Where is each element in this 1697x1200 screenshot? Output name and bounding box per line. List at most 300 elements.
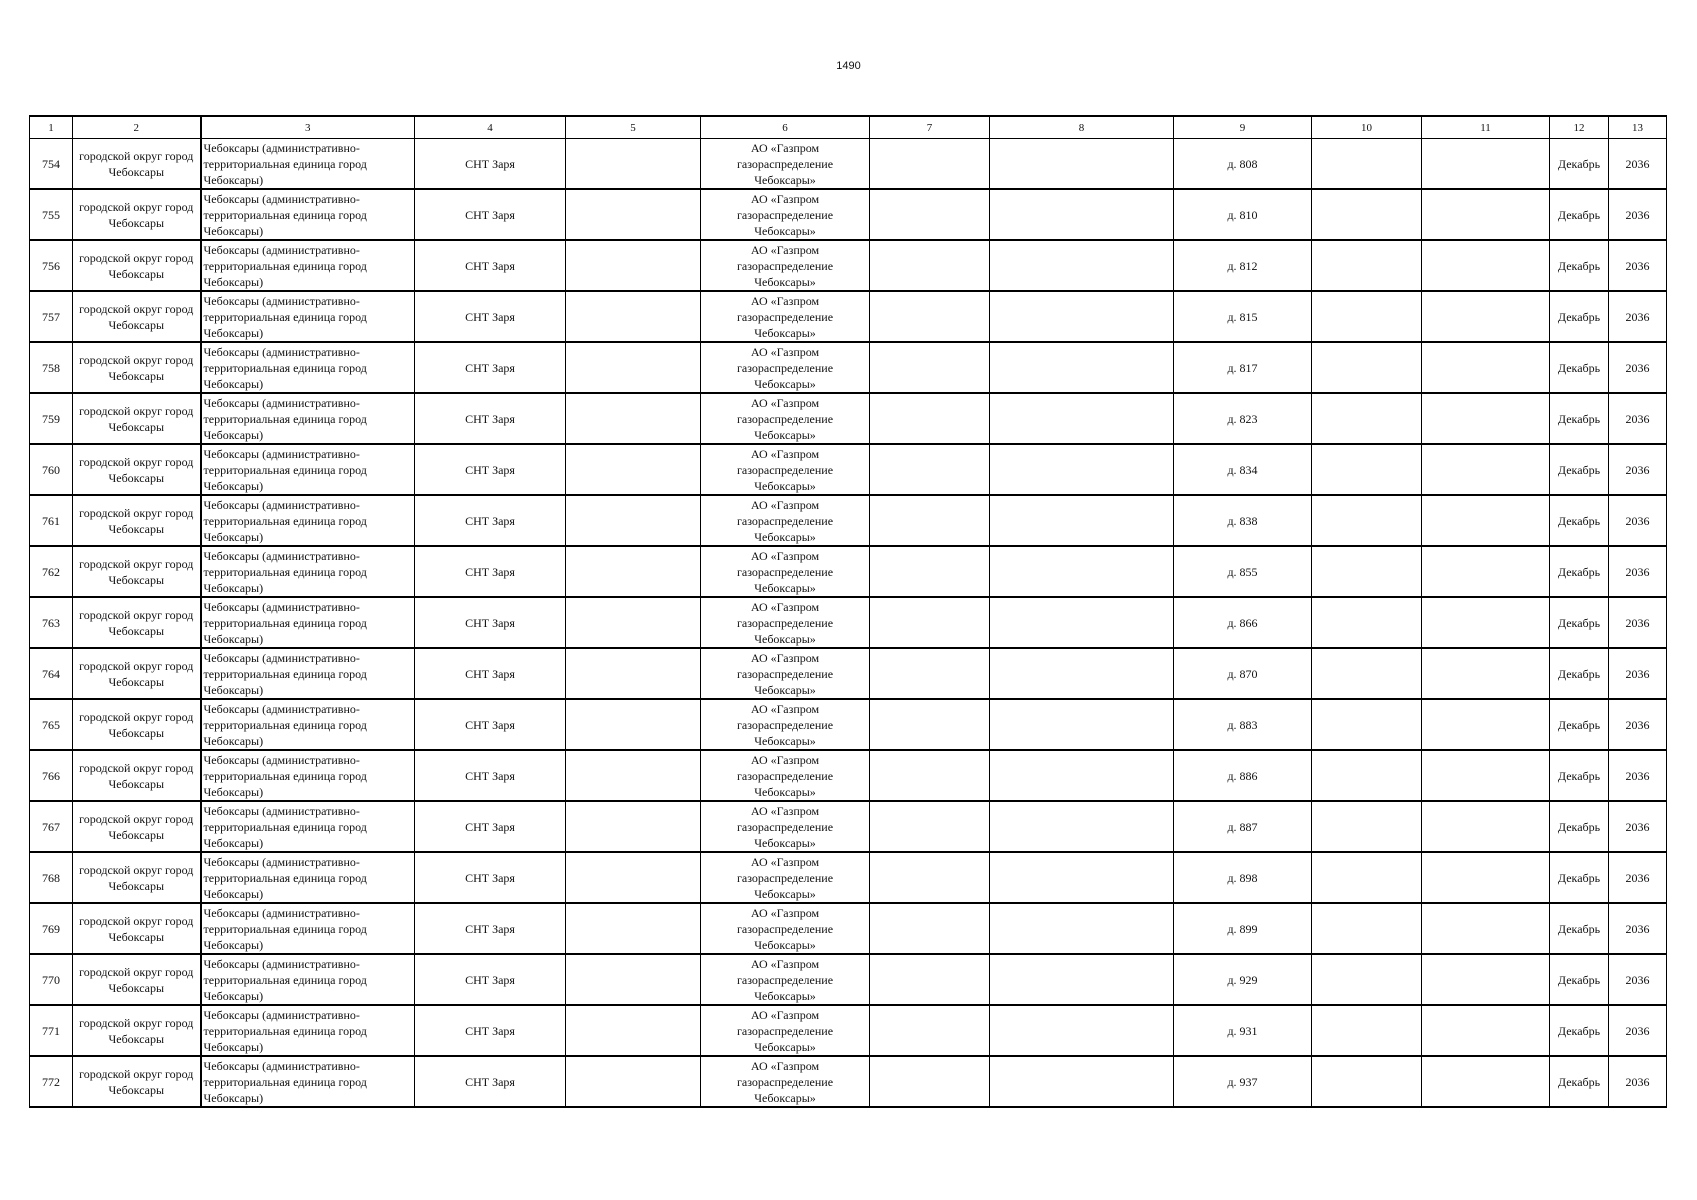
empty-cell <box>1312 139 1422 190</box>
company-cell <box>701 495 870 546</box>
cell-line: газораспределение <box>736 768 834 783</box>
cell-line: Чебоксары» <box>754 223 816 238</box>
cell-line: Чебоксары <box>108 725 165 740</box>
cell-line: Чебоксары (административно- <box>203 701 360 716</box>
row-number: 754 <box>30 139 73 190</box>
empty-cell <box>990 546 1174 597</box>
company-cell <box>701 750 870 801</box>
empty-cell <box>990 903 1174 954</box>
empty-cell <box>1312 1056 1422 1107</box>
admin-unit-cell <box>201 240 415 291</box>
cell-line: Чебоксары) <box>203 376 264 391</box>
row-number: 772 <box>30 1056 73 1107</box>
month-cell: Декабрь <box>1550 444 1609 495</box>
cell-line: Чебоксары <box>108 929 165 944</box>
district-cell <box>73 495 201 546</box>
cell-line: территориальная единица город <box>203 258 367 273</box>
empty-cell <box>1312 750 1422 801</box>
table-row <box>30 495 1667 546</box>
empty-cell <box>566 240 701 291</box>
empty-cell <box>870 393 990 444</box>
table-row <box>30 750 1667 801</box>
cell-line: Чебоксары <box>108 1082 165 1097</box>
company-cell <box>701 954 870 1005</box>
cell-line: территориальная единица город <box>203 156 367 171</box>
settlement-cell: СНТ Заря <box>415 648 566 699</box>
cell-line: Чебоксары (административно- <box>203 497 360 512</box>
row-number: 759 <box>30 393 73 444</box>
empty-cell <box>870 699 990 750</box>
table-row <box>30 648 1667 699</box>
month-cell: Декабрь <box>1550 1005 1609 1056</box>
empty-cell <box>870 1005 990 1056</box>
year-cell: 2036 <box>1609 342 1667 393</box>
cell-line: территориальная единица город <box>203 411 367 426</box>
cell-line: Чебоксары» <box>754 529 816 544</box>
cell-line: городской округ город <box>79 709 194 724</box>
cell-line: городской округ город <box>79 1066 194 1081</box>
cell-line: Чебоксары <box>108 164 165 179</box>
empty-cell <box>1312 189 1422 240</box>
company-cell <box>701 903 870 954</box>
cell-line: Чебоксары (административно- <box>203 956 360 971</box>
cell-line: Чебоксары» <box>754 631 816 646</box>
cell-line: Чебоксары (административно- <box>203 242 360 257</box>
cell-line: территориальная единица город <box>203 513 367 528</box>
empty-cell <box>990 393 1174 444</box>
empty-cell <box>870 648 990 699</box>
table-row <box>30 444 1667 495</box>
admin-unit-cell <box>201 903 415 954</box>
cell-line: АО «Газпром <box>750 803 820 818</box>
year-cell: 2036 <box>1609 139 1667 190</box>
admin-unit-cell <box>201 291 415 342</box>
cell-line: АО «Газпром <box>750 854 820 869</box>
empty-cell <box>870 750 990 801</box>
cell-line: Чебоксары) <box>203 325 264 340</box>
cell-line: Чебоксары <box>108 419 165 434</box>
house-cell: д. 812 <box>1174 240 1312 291</box>
empty-cell <box>870 342 990 393</box>
cell-line: АО «Газпром <box>750 446 820 461</box>
cell-line: Чебоксары <box>108 674 165 689</box>
cell-line: городской округ город <box>79 199 194 214</box>
settlement-cell: СНТ Заря <box>415 1005 566 1056</box>
admin-unit-cell <box>201 699 415 750</box>
settlement-cell: СНТ Заря <box>415 291 566 342</box>
month-cell: Декабрь <box>1550 954 1609 1005</box>
empty-cell <box>1422 342 1550 393</box>
house-cell: д. 815 <box>1174 291 1312 342</box>
empty-cell <box>990 291 1174 342</box>
cell-line: городской округ город <box>79 607 194 622</box>
table-row <box>30 240 1667 291</box>
year-cell: 2036 <box>1609 750 1667 801</box>
company-cell <box>701 801 870 852</box>
cell-line: газораспределение <box>736 411 834 426</box>
column-header: 5 <box>566 116 701 139</box>
empty-cell <box>990 852 1174 903</box>
company-cell <box>701 139 870 190</box>
cell-line: АО «Газпром <box>750 956 820 971</box>
cell-line: Чебоксары» <box>754 682 816 697</box>
cell-line: Чебоксары (административно- <box>203 395 360 410</box>
settlement-cell: СНТ Заря <box>415 444 566 495</box>
admin-unit-cell <box>201 750 415 801</box>
month-cell: Декабрь <box>1550 495 1609 546</box>
empty-cell <box>870 954 990 1005</box>
cell-line: Чебоксары) <box>203 988 264 1003</box>
empty-cell <box>566 597 701 648</box>
house-cell: д. 855 <box>1174 546 1312 597</box>
empty-cell <box>990 648 1174 699</box>
empty-cell <box>566 699 701 750</box>
cell-line: Чебоксары) <box>203 172 264 187</box>
empty-cell <box>870 852 990 903</box>
empty-cell <box>1422 393 1550 444</box>
year-cell: 2036 <box>1609 801 1667 852</box>
settlement-cell: СНТ Заря <box>415 342 566 393</box>
house-cell: д. 834 <box>1174 444 1312 495</box>
row-number: 757 <box>30 291 73 342</box>
district-cell <box>73 1056 201 1107</box>
cell-line: Чебоксары» <box>754 376 816 391</box>
house-cell: д. 931 <box>1174 1005 1312 1056</box>
table-row <box>30 291 1667 342</box>
house-cell: д. 817 <box>1174 342 1312 393</box>
cell-line: газораспределение <box>736 666 834 681</box>
cell-line: Чебоксары) <box>203 733 264 748</box>
row-number: 755 <box>30 189 73 240</box>
empty-cell <box>1422 1005 1550 1056</box>
cell-line: территориальная единица город <box>203 972 367 987</box>
house-cell: д. 808 <box>1174 139 1312 190</box>
cell-line: Чебоксары) <box>203 937 264 952</box>
cell-line: АО «Газпром <box>750 395 820 410</box>
empty-cell <box>990 1005 1174 1056</box>
cell-line: Чебоксары (административно- <box>203 293 360 308</box>
cell-line: АО «Газпром <box>750 242 820 257</box>
district-cell <box>73 648 201 699</box>
company-cell <box>701 597 870 648</box>
cell-line: городской округ город <box>79 760 194 775</box>
empty-cell <box>990 342 1174 393</box>
district-cell <box>73 852 201 903</box>
empty-cell <box>1312 495 1422 546</box>
admin-unit-cell <box>201 852 415 903</box>
cell-line: Чебоксары) <box>203 682 264 697</box>
cell-line: Чебоксары (административно- <box>203 905 360 920</box>
cell-line: Чебоксары) <box>203 886 264 901</box>
empty-cell <box>1422 546 1550 597</box>
cell-line: территориальная единица город <box>203 768 367 783</box>
cell-line: Чебоксары» <box>754 274 816 289</box>
row-number: 756 <box>30 240 73 291</box>
cell-line: АО «Газпром <box>750 548 820 563</box>
cell-line: городской округ город <box>79 556 194 571</box>
row-number: 761 <box>30 495 73 546</box>
empty-cell <box>870 291 990 342</box>
settlement-cell: СНТ Заря <box>415 699 566 750</box>
empty-cell <box>990 240 1174 291</box>
admin-unit-cell <box>201 393 415 444</box>
cell-line: Чебоксары» <box>754 886 816 901</box>
settlement-cell: СНТ Заря <box>415 597 566 648</box>
cell-line: Чебоксары) <box>203 274 264 289</box>
year-cell: 2036 <box>1609 852 1667 903</box>
cell-line: Чебоксары <box>108 1031 165 1046</box>
month-cell: Декабрь <box>1550 139 1609 190</box>
row-number: 763 <box>30 597 73 648</box>
row-number: 765 <box>30 699 73 750</box>
cell-line: городской округ город <box>79 301 194 316</box>
cell-line: газораспределение <box>736 462 834 477</box>
column-header: 13 <box>1609 116 1667 139</box>
cell-line: АО «Газпром <box>750 293 820 308</box>
empty-cell <box>566 852 701 903</box>
page-number: 1490 <box>836 60 861 72</box>
cell-line: Чебоксары (административно- <box>203 191 360 206</box>
cell-line: Чебоксары) <box>203 1090 264 1105</box>
year-cell: 2036 <box>1609 954 1667 1005</box>
cell-line: городской округ город <box>79 658 194 673</box>
cell-line: Чебоксары) <box>203 478 264 493</box>
cell-line: Чебоксары) <box>203 427 264 442</box>
table-row <box>30 903 1667 954</box>
table-row <box>30 1005 1667 1056</box>
cell-line: Чебоксары (административно- <box>203 140 360 155</box>
cell-line: Чебоксары» <box>754 1039 816 1054</box>
settlement-cell: СНТ Заря <box>415 139 566 190</box>
column-header: 6 <box>701 116 870 139</box>
empty-cell <box>1422 139 1550 190</box>
house-cell: д. 870 <box>1174 648 1312 699</box>
district-cell <box>73 801 201 852</box>
cell-line: Чебоксары» <box>754 784 816 799</box>
cell-line: Чебоксары» <box>754 172 816 187</box>
settlement-cell: СНТ Заря <box>415 189 566 240</box>
empty-cell <box>1422 189 1550 240</box>
cell-line: Чебоксары <box>108 266 165 281</box>
row-number: 770 <box>30 954 73 1005</box>
cell-line: городской округ город <box>79 454 194 469</box>
month-cell: Декабрь <box>1550 750 1609 801</box>
house-cell: д. 899 <box>1174 903 1312 954</box>
cell-line: территориальная единица город <box>203 309 367 324</box>
cell-line: газораспределение <box>736 972 834 987</box>
district-cell <box>73 903 201 954</box>
admin-unit-cell <box>201 546 415 597</box>
admin-unit-cell <box>201 444 415 495</box>
cell-line: газораспределение <box>736 156 834 171</box>
cell-line: АО «Газпром <box>750 905 820 920</box>
month-cell: Декабрь <box>1550 1056 1609 1107</box>
cell-line: территориальная единица город <box>203 360 367 375</box>
admin-unit-cell <box>201 1056 415 1107</box>
row-number: 760 <box>30 444 73 495</box>
empty-cell <box>566 342 701 393</box>
month-cell: Декабрь <box>1550 546 1609 597</box>
cell-line: Чебоксары <box>108 215 165 230</box>
house-cell: д. 866 <box>1174 597 1312 648</box>
empty-cell <box>566 903 701 954</box>
empty-cell <box>566 1005 701 1056</box>
empty-cell <box>870 240 990 291</box>
cell-line: АО «Газпром <box>750 497 820 512</box>
cell-line: Чебоксары <box>108 980 165 995</box>
company-cell <box>701 1005 870 1056</box>
empty-cell <box>870 1056 990 1107</box>
month-cell: Декабрь <box>1550 393 1609 444</box>
row-number: 766 <box>30 750 73 801</box>
company-cell <box>701 852 870 903</box>
settlement-cell: СНТ Заря <box>415 546 566 597</box>
cell-line: Чебоксары (административно- <box>203 344 360 359</box>
year-cell: 2036 <box>1609 699 1667 750</box>
company-cell <box>701 1056 870 1107</box>
column-header: 7 <box>870 116 990 139</box>
data-table <box>29 115 1667 1108</box>
year-cell: 2036 <box>1609 189 1667 240</box>
empty-cell <box>990 954 1174 1005</box>
cell-line: Чебоксары <box>108 878 165 893</box>
empty-cell <box>1312 699 1422 750</box>
cell-line: территориальная единица город <box>203 870 367 885</box>
cell-line: газораспределение <box>736 819 834 834</box>
year-cell: 2036 <box>1609 648 1667 699</box>
cell-line: Чебоксары» <box>754 988 816 1003</box>
table-row <box>30 801 1667 852</box>
cell-line: городской округ город <box>79 505 194 520</box>
table-body <box>30 139 1667 1108</box>
table-row <box>30 597 1667 648</box>
month-cell: Декабрь <box>1550 852 1609 903</box>
table-row <box>30 699 1667 750</box>
company-cell <box>701 393 870 444</box>
empty-cell <box>1312 291 1422 342</box>
row-number: 769 <box>30 903 73 954</box>
district-cell <box>73 597 201 648</box>
table-row <box>30 139 1667 190</box>
empty-cell <box>870 903 990 954</box>
empty-cell <box>566 291 701 342</box>
table-row <box>30 1056 1667 1107</box>
cell-line: АО «Газпром <box>750 1058 820 1073</box>
cell-line: Чебоксары) <box>203 223 264 238</box>
house-cell: д. 810 <box>1174 189 1312 240</box>
cell-line: Чебоксары <box>108 368 165 383</box>
column-header: 4 <box>415 116 566 139</box>
month-cell: Декабрь <box>1550 801 1609 852</box>
cell-line: Чебоксары» <box>754 835 816 850</box>
column-header: 2 <box>73 116 201 139</box>
admin-unit-cell <box>201 801 415 852</box>
column-header: 12 <box>1550 116 1609 139</box>
empty-cell <box>566 444 701 495</box>
empty-cell <box>566 189 701 240</box>
empty-cell <box>870 189 990 240</box>
district-cell <box>73 240 201 291</box>
company-cell <box>701 546 870 597</box>
empty-cell <box>1422 801 1550 852</box>
cell-line: Чебоксары <box>108 827 165 842</box>
company-cell <box>701 189 870 240</box>
cell-line: территориальная единица город <box>203 666 367 681</box>
district-cell <box>73 342 201 393</box>
house-cell: д. 898 <box>1174 852 1312 903</box>
cell-line: Чебоксары <box>108 623 165 638</box>
empty-cell <box>990 597 1174 648</box>
row-number: 768 <box>30 852 73 903</box>
header-row <box>30 116 1667 139</box>
cell-line: АО «Газпром <box>750 1007 820 1022</box>
admin-unit-cell <box>201 342 415 393</box>
empty-cell <box>566 954 701 1005</box>
table-row <box>30 954 1667 1005</box>
table-row <box>30 189 1667 240</box>
house-cell: д. 937 <box>1174 1056 1312 1107</box>
table-row <box>30 546 1667 597</box>
settlement-cell: СНТ Заря <box>415 852 566 903</box>
month-cell: Декабрь <box>1550 342 1609 393</box>
admin-unit-cell <box>201 954 415 1005</box>
empty-cell <box>1312 240 1422 291</box>
year-cell: 2036 <box>1609 291 1667 342</box>
house-cell: д. 886 <box>1174 750 1312 801</box>
cell-line: Чебоксары» <box>754 1090 816 1105</box>
cell-line: Чебоксары (административно- <box>203 599 360 614</box>
district-cell <box>73 954 201 1005</box>
company-cell <box>701 291 870 342</box>
cell-line: АО «Газпром <box>750 650 820 665</box>
empty-cell <box>1312 393 1422 444</box>
cell-line: Чебоксары <box>108 470 165 485</box>
cell-line: городской округ город <box>79 862 194 877</box>
cell-line: газораспределение <box>736 258 834 273</box>
cell-line: Чебоксары» <box>754 733 816 748</box>
cell-line: АО «Газпром <box>750 191 820 206</box>
cell-line: газораспределение <box>736 207 834 222</box>
cell-line: АО «Газпром <box>750 344 820 359</box>
cell-line: Чебоксары <box>108 776 165 791</box>
empty-cell <box>566 495 701 546</box>
cell-line: территориальная единица город <box>203 564 367 579</box>
district-cell <box>73 546 201 597</box>
cell-line: Чебоксары (административно- <box>203 854 360 869</box>
settlement-cell: СНТ Заря <box>415 1056 566 1107</box>
cell-line: АО «Газпром <box>750 140 820 155</box>
company-cell <box>701 342 870 393</box>
cell-line: АО «Газпром <box>750 599 820 614</box>
year-cell: 2036 <box>1609 546 1667 597</box>
row-number: 758 <box>30 342 73 393</box>
month-cell: Декабрь <box>1550 189 1609 240</box>
table-row <box>30 852 1667 903</box>
empty-cell <box>1312 444 1422 495</box>
month-cell: Декабрь <box>1550 699 1609 750</box>
cell-line: городской округ город <box>79 352 194 367</box>
cell-line: АО «Газпром <box>750 701 820 716</box>
empty-cell <box>1422 852 1550 903</box>
settlement-cell: СНТ Заря <box>415 903 566 954</box>
cell-line: территориальная единица город <box>203 819 367 834</box>
month-cell: Декабрь <box>1550 903 1609 954</box>
cell-line: газораспределение <box>736 615 834 630</box>
row-number: 771 <box>30 1005 73 1056</box>
empty-cell <box>1422 495 1550 546</box>
cell-line: территориальная единица город <box>203 1074 367 1089</box>
district-cell <box>73 139 201 190</box>
